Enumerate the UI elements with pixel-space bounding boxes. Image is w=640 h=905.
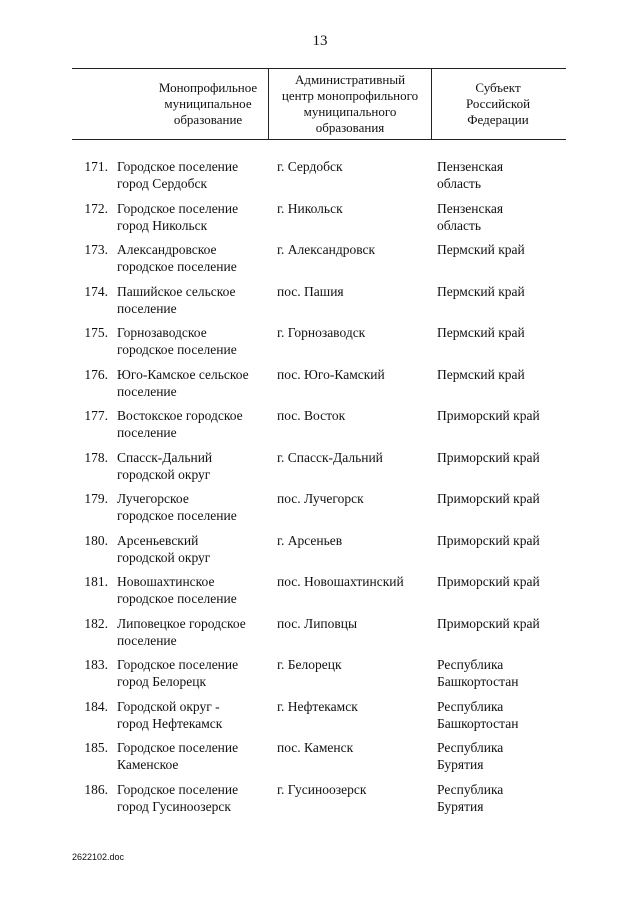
page-number: 13	[312, 33, 328, 49]
municipality-cell	[117, 200, 277, 234]
federal-subject-line: Пермский край	[437, 325, 525, 340]
header-admin-center	[268, 69, 432, 139]
municipality-cell	[117, 656, 277, 690]
admin-center-cell: г. Гусиноозерск	[277, 781, 367, 797]
federal-subject-cell	[437, 656, 567, 690]
municipality-line: поселение	[117, 383, 177, 399]
municipality-line: Пашийское сельское	[117, 283, 236, 299]
municipality-cell	[117, 366, 277, 400]
admin-center-cell: г. Нефтекамск	[277, 698, 358, 714]
table-row	[72, 490, 566, 532]
table-row	[72, 698, 566, 740]
federal-subject-cell	[437, 449, 567, 466]
federal-subject-cell	[437, 407, 567, 424]
municipality-line: Востокское городское	[117, 408, 243, 423]
municipality-line: Городское поселение	[117, 781, 239, 797]
table-row	[72, 781, 566, 823]
federal-subject-cell	[437, 200, 567, 234]
table-body	[72, 158, 566, 822]
table-row	[72, 283, 566, 325]
federal-subject-line: Приморский край	[437, 532, 540, 548]
municipality-line: Городское поселение	[117, 200, 239, 216]
table-header	[72, 68, 566, 140]
admin-center-cell: пос. Восток	[277, 408, 346, 423]
header-line: Административный	[294, 72, 406, 87]
federal-subject-line: Бурятия	[437, 798, 484, 814]
federal-subject-line: Республика	[437, 657, 504, 672]
admin-center-cell: пос. Новошахтинский	[277, 574, 404, 589]
municipality-line: городской округ	[117, 549, 211, 565]
municipality-line: городское поселение	[117, 342, 237, 357]
municipality-line: Горнозаводское	[117, 325, 207, 340]
admin-center-cell: пос. Каменск	[277, 740, 354, 755]
admin-center-cell: г. Спасск-Дальний	[277, 449, 383, 465]
admin-center-cell: г. Никольск	[277, 200, 343, 216]
federal-subject-cell	[437, 739, 567, 773]
municipality-line: город Гусиноозерск	[117, 798, 231, 814]
federal-subject-line: Пензенская	[437, 200, 504, 216]
table-row	[72, 200, 566, 242]
municipality-line: поселение	[117, 632, 177, 648]
federal-subject-cell	[437, 324, 567, 341]
federal-subject-cell	[437, 241, 567, 258]
admin-center-cell: пос. Липовцы	[277, 615, 358, 631]
row-number: 182.	[84, 615, 108, 631]
municipality-cell	[117, 241, 277, 275]
municipality-cell	[117, 449, 277, 483]
municipality-line: Городское поселение	[117, 159, 239, 174]
admin-center-cell: г. Сердобск	[277, 159, 343, 174]
municipality-line: Городское поселение	[117, 740, 239, 755]
municipality-line: Лучегорское	[117, 491, 189, 506]
table-row	[72, 449, 566, 491]
federal-subject-line: Башкортостан	[437, 674, 519, 689]
row-number: 180.	[84, 532, 108, 548]
row-number: 178.	[84, 449, 108, 465]
row-number: 179.	[84, 491, 108, 506]
admin-center-cell: г. Горнозаводск	[277, 325, 366, 340]
federal-subject-cell	[437, 158, 567, 192]
federal-subject-cell	[437, 698, 567, 732]
federal-subject-line: Пермский край	[437, 366, 525, 382]
municipality-line: поселение	[117, 425, 177, 440]
federal-subject-line: Республика	[437, 698, 504, 714]
federal-subject-line: Приморский край	[437, 615, 540, 631]
row-number: 175.	[84, 325, 108, 340]
federal-subject-line: Республика	[437, 740, 504, 755]
admin-center-cell: г. Александровск	[277, 242, 376, 257]
federal-subject-cell	[437, 532, 567, 549]
municipality-cell	[117, 698, 277, 732]
federal-subject-line: Пензенская	[437, 159, 504, 174]
municipality-cell	[117, 283, 277, 317]
federal-subject-cell	[437, 490, 567, 507]
federal-subject-line: Приморский край	[437, 408, 540, 423]
municipality-cell	[117, 407, 277, 441]
table-row	[72, 573, 566, 615]
table-row	[72, 241, 566, 283]
municipality-cell	[117, 490, 277, 524]
row-number: 177.	[84, 408, 108, 423]
admin-center-cell: пос. Юго-Камский	[277, 366, 385, 382]
federal-subject-cell	[437, 366, 567, 383]
federal-subject-cell	[437, 615, 567, 632]
file-name: 2622102.doc	[72, 852, 125, 862]
municipality-line: городское поселение	[117, 508, 237, 523]
municipality-line: город Никольск	[117, 217, 208, 233]
municipality-line: Городское поселение	[117, 657, 239, 672]
federal-subject-line: область	[437, 217, 482, 233]
municipality-line: Юго-Камское сельское	[117, 366, 249, 382]
federal-subject-line: Республика	[437, 781, 504, 797]
header-line: Субъект	[475, 80, 521, 95]
municipality-line: Александровское	[117, 242, 217, 257]
municipality-cell	[117, 573, 277, 607]
row-number: 171.	[84, 159, 108, 174]
municipality-line: поселение	[117, 300, 177, 316]
row-number: 184.	[84, 698, 108, 714]
federal-subject-line: область	[437, 176, 482, 191]
municipality-line: Городской округ -	[117, 698, 220, 714]
header-line: Федерации	[467, 112, 529, 127]
table-row	[72, 656, 566, 698]
table-row	[72, 615, 566, 657]
header-line: муниципальное	[164, 96, 252, 111]
header-federal-subject	[430, 69, 566, 139]
row-number: 183.	[84, 657, 108, 672]
row-number: 174.	[84, 283, 108, 299]
table-row	[72, 532, 566, 574]
federal-subject-line: Пермский край	[437, 242, 525, 257]
federal-subject-line: Бурятия	[437, 757, 484, 772]
municipality-line: городское поселение	[117, 259, 237, 274]
header-line: Российской	[465, 96, 531, 111]
municipality-cell	[117, 739, 277, 773]
row-number: 181.	[84, 574, 108, 589]
federal-subject-line: Башкортостан	[437, 715, 519, 731]
table-row	[72, 407, 566, 449]
municipality-cell	[117, 532, 277, 566]
federal-subject-cell	[437, 573, 567, 590]
row-number: 173.	[84, 242, 108, 257]
federal-subject-cell	[437, 781, 567, 815]
municipality-line: городское поселение	[117, 591, 237, 606]
table-row	[72, 324, 566, 366]
municipality-cell	[117, 615, 277, 649]
municipality-line: Новошахтинское	[117, 574, 215, 589]
row-number: 185.	[84, 740, 108, 755]
table-row	[72, 739, 566, 781]
admin-center-cell: г. Белорецк	[277, 657, 342, 672]
municipality-line: Липовецкое городское	[117, 615, 246, 631]
municipality-line: город Сердобск	[117, 176, 208, 191]
header-line: Монопрофильное	[158, 80, 258, 95]
municipality-line: Спасск-Дальний	[117, 449, 213, 465]
table-row	[72, 158, 566, 200]
municipality-line: город Белорецк	[117, 674, 207, 689]
federal-subject-line: Приморский край	[437, 491, 540, 506]
row-number: 176.	[84, 366, 108, 382]
table-row	[72, 366, 566, 408]
row-number: 186.	[84, 781, 108, 797]
admin-center-cell: г. Арсеньев	[277, 532, 343, 548]
federal-subject-line: Приморский край	[437, 574, 540, 589]
federal-subject-line: Пермский край	[437, 283, 525, 299]
row-number: 172.	[84, 200, 108, 216]
header-line: образования	[315, 120, 385, 135]
federal-subject-cell	[437, 283, 567, 300]
municipality-line: Каменское	[117, 757, 179, 772]
municipality-cell	[117, 781, 277, 815]
header-line: образование	[173, 112, 243, 127]
municipality-cell	[117, 324, 277, 358]
municipality-line: город Нефтекамск	[117, 715, 223, 731]
municipality-line: Арсеньевский	[117, 532, 199, 548]
header-line: муниципального	[303, 104, 397, 119]
federal-subject-line: Приморский край	[437, 449, 540, 465]
admin-center-cell: пос. Пашия	[277, 283, 344, 299]
municipality-line: городской округ	[117, 466, 211, 482]
municipality-cell	[117, 158, 277, 192]
header-line: центр монопрофильного	[281, 88, 419, 103]
admin-center-cell: пос. Лучегорск	[277, 491, 364, 506]
